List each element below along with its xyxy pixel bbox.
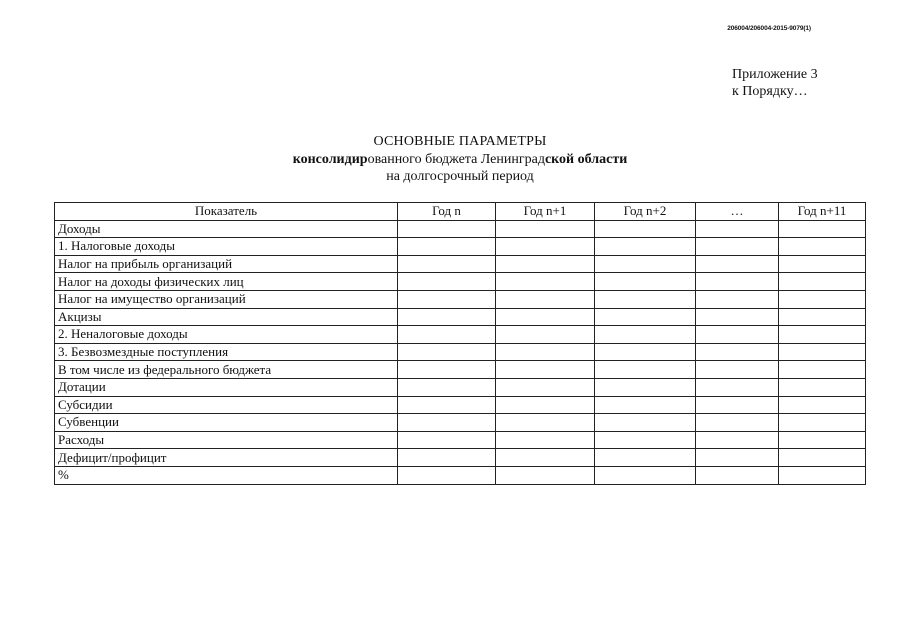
value-cell [696,308,779,326]
value-cell [398,308,496,326]
value-cell [779,361,866,379]
value-cell [779,290,866,308]
table-row [55,238,866,256]
value-cell [496,273,595,291]
header-indicator: Показатель [55,203,398,221]
value-cell [496,238,595,256]
value-cell [398,238,496,256]
value-cell [779,396,866,414]
value-cell [696,290,779,308]
value-cell [398,396,496,414]
value-cell [779,466,866,484]
value-cell [779,343,866,361]
value-cell [595,361,696,379]
value-cell [496,466,595,484]
table-row [55,396,866,414]
header-ellipsis: … [696,203,779,221]
value-cell [696,255,779,273]
row-label: Дотации [55,378,398,396]
table-row [55,414,866,432]
value-cell [779,326,866,344]
value-cell [779,449,866,467]
table-header-row [55,203,866,221]
value-cell [496,378,595,396]
value-cell [595,255,696,273]
table-row [55,273,866,291]
value-cell [696,414,779,432]
appendix-line-2: к Порядку… [732,84,808,99]
value-cell [398,326,496,344]
parameters-table [54,202,866,485]
row-label: % [55,466,398,484]
value-cell [496,414,595,432]
value-cell [696,466,779,484]
value-cell [496,308,595,326]
value-cell [595,466,696,484]
title-line-2 [160,152,760,168]
row-label: Субвенции [55,414,398,432]
row-label: Налог на доходы физических лиц [55,273,398,291]
row-label: 2. Неналоговые доходы [55,326,398,344]
table-row [55,255,866,273]
value-cell [595,414,696,432]
value-cell [398,431,496,449]
value-cell [696,378,779,396]
value-cell [496,396,595,414]
header-year-n: Год n [398,203,496,221]
row-label: Субсидии [55,396,398,414]
value-cell [779,378,866,396]
value-cell [779,414,866,432]
value-cell [595,326,696,344]
value-cell [779,308,866,326]
table-row [55,220,866,238]
row-label: Дефицит/профицит [55,449,398,467]
table-row [55,326,866,344]
table-row [55,290,866,308]
value-cell [696,238,779,256]
row-label: 3. Безвозмездные поступления [55,343,398,361]
value-cell [398,378,496,396]
row-label: 1. Налоговые доходы [55,238,398,256]
value-cell [398,255,496,273]
value-cell [595,308,696,326]
appendix-line-1: Приложение 3 [732,67,818,82]
value-cell [496,361,595,379]
value-cell [696,343,779,361]
value-cell [595,449,696,467]
header-year-n1: Год n+1 [496,203,595,221]
value-cell [779,255,866,273]
value-cell [595,290,696,308]
value-cell [595,220,696,238]
row-label: Расходы [55,431,398,449]
appendix-note [732,66,818,100]
table-row [55,361,866,379]
title-line-2-part-a: консолидир [292,152,368,167]
value-cell [696,326,779,344]
value-cell [496,343,595,361]
value-cell [696,449,779,467]
document-code: 206004/206004-2015-9079(1) [727,25,811,32]
title-line-2-part-b: ованного бюджета Ленинград [367,152,545,167]
value-cell [595,273,696,291]
value-cell [398,273,496,291]
value-cell [398,290,496,308]
title-line-3: на долгосрочный период [386,169,534,184]
table-row [55,343,866,361]
row-label: Акцизы [55,308,398,326]
value-cell [595,343,696,361]
value-cell [398,466,496,484]
row-label: В том числе из федерального бюджета [55,361,398,379]
value-cell [496,326,595,344]
value-cell [779,220,866,238]
value-cell [696,431,779,449]
value-cell [398,449,496,467]
value-cell [496,290,595,308]
value-cell [696,396,779,414]
title-line-2-part-c: ской области [544,152,628,167]
value-cell [496,220,595,238]
row-label: Налог на прибыль организаций [55,255,398,273]
value-cell [595,238,696,256]
value-cell [696,361,779,379]
value-cell [779,273,866,291]
value-cell [595,396,696,414]
value-cell [398,343,496,361]
row-label: Доходы [55,220,398,238]
table-row [55,466,866,484]
value-cell [779,238,866,256]
value-cell [779,431,866,449]
value-cell [496,449,595,467]
value-cell [398,361,496,379]
value-cell [398,414,496,432]
value-cell [398,220,496,238]
value-cell [496,431,595,449]
value-cell [496,255,595,273]
table-row [55,308,866,326]
value-cell [595,378,696,396]
header-year-n11: Год n+11 [779,203,866,221]
row-label: Налог на имущество организаций [55,290,398,308]
table-row [55,378,866,396]
header-year-n2: Год n+2 [595,203,696,221]
table-row [55,449,866,467]
value-cell [696,220,779,238]
value-cell [595,431,696,449]
title-line-1: ОСНОВНЫЕ ПАРАМЕТРЫ [373,134,547,149]
value-cell [696,273,779,291]
table-row [55,431,866,449]
